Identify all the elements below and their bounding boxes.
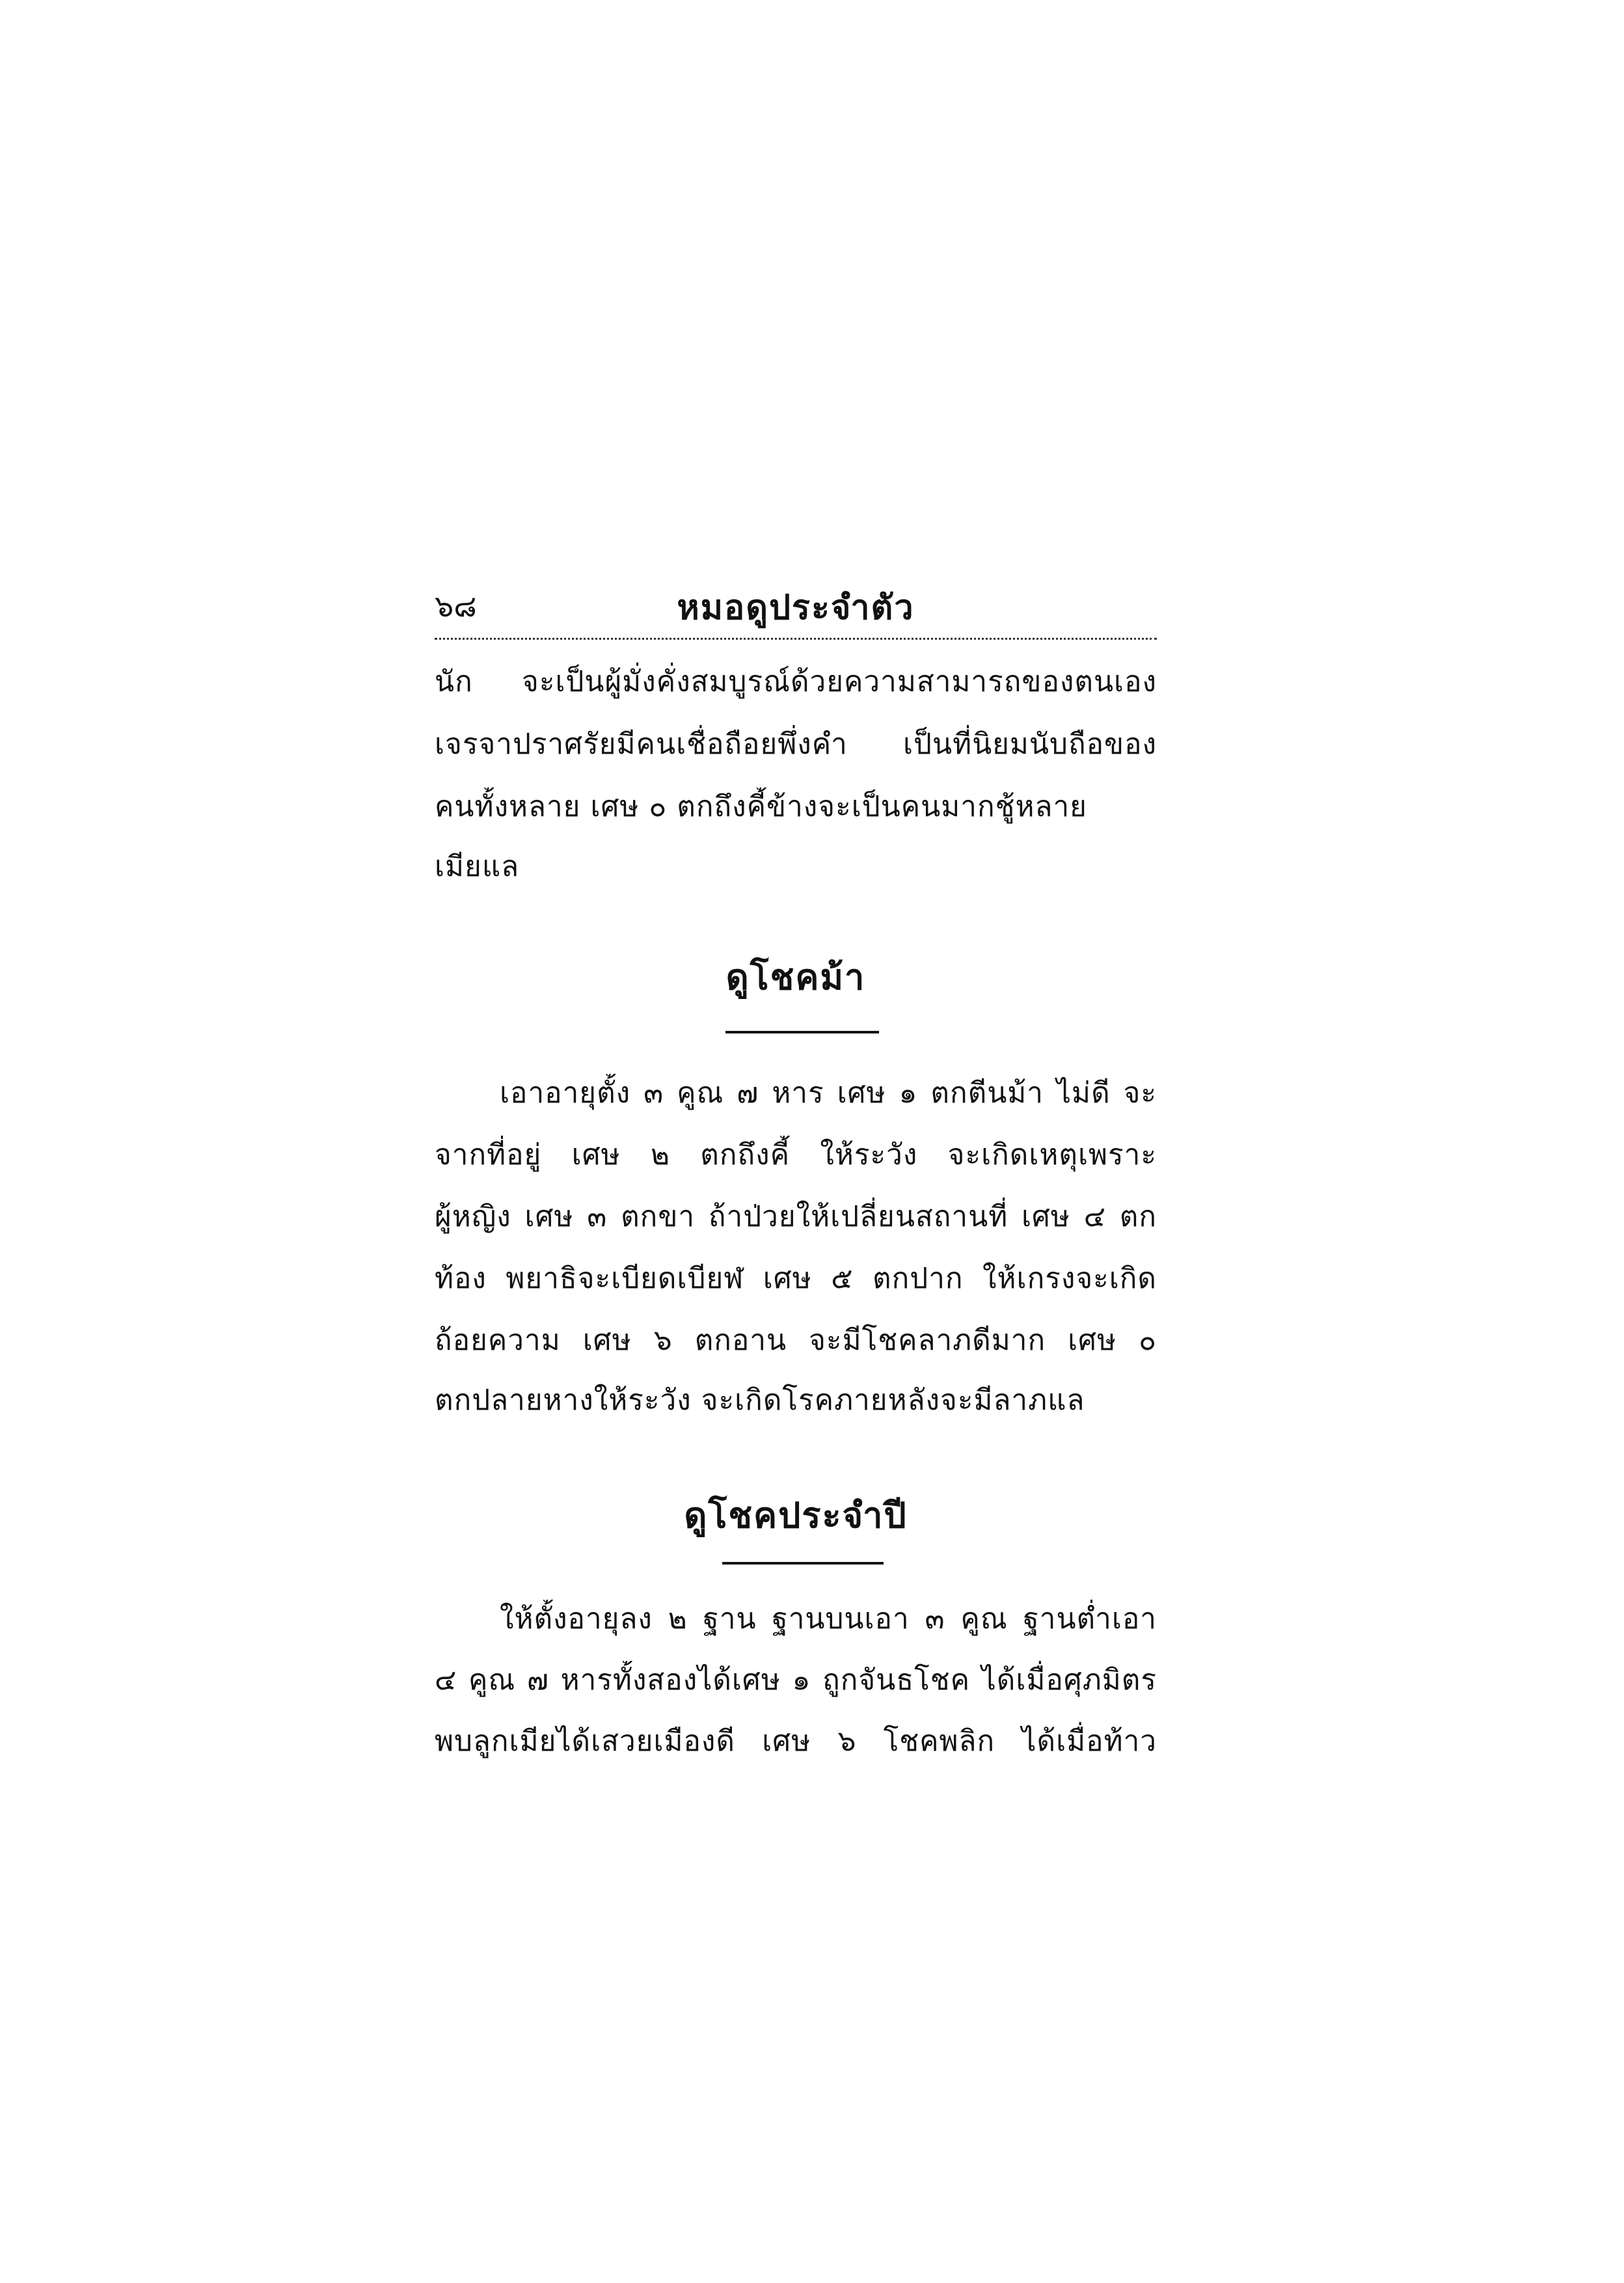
year-line: ให้ตั้งอายุลง ๒ ฐาน ฐานบนเอา ๓ คูณ ฐานต่ำเอา [500,1602,1157,1635]
intro-line: เมียแล [435,850,520,883]
year-line: ๔ คูณ ๗ หารทั้งสองได้เศษ ๑ ถูกจันธโชค ได้เมื่อศุภมิตร [435,1663,1157,1697]
intro-line: เจรจาปราศรัยมีคนเชื่อถือยพึ่งคำ เป็นที่นิยมนับถือของ [435,728,1157,761]
page-header [435,582,1157,635]
year-line: พบลูกเมียได้เสวยเมืองดี เศษ ๖ โชคพลิก ได้เมื่อท้าว [435,1725,1157,1758]
horse-line: เอาอายุตั้ง ๓ คูณ ๗ หาร เศษ ๑ ตกตีนม้า ไม่ดี จะ [500,1076,1157,1110]
page-number: ๖๘ [435,588,477,623]
section-underline [722,1562,884,1565]
section-title-year: ดูโชคประจำปี [684,1494,908,1536]
intro-line: คนทั้งหลาย เศษ ๐ ตกถึงคี้ข้างจะเป็นคนมากชู้หลาย [435,790,1087,823]
running-title: หมอดูประจำตัว [677,588,915,627]
header-dotted-rule [435,638,1157,640]
horse-line: ท้อง พยาธิจะเบียดเบียฬ เศษ ๕ ตกปาก ให้เกรงจะเกิด [435,1262,1157,1295]
horse-line: ตกปลายหางให้ระวัง จะเกิดโรคภายหลังจะมีลาภแล [435,1384,1085,1417]
horse-line: ผู้หญิง เศษ ๓ ตกขา ถ้าป่วยให้เปลี่ยนสถานที่ เศษ ๔ ตก [435,1200,1157,1233]
section-title-horse: ดูโชคม้า [725,956,866,998]
horse-line: จากที่อยู่ เศษ ๒ ตกถึงคี้ ให้ระวัง จะเกิดเหตุเพราะ [435,1138,1157,1171]
horse-line: ถ้อยความ เศษ ๖ ตกอาน จะมีโชคลาภดีมาก เศษ ๐ [435,1324,1157,1357]
intro-line: นัก จะเป็นผู้มั่งคั่งสมบูรณ์ด้วยความสามารถของตนเอง [435,665,1157,698]
section-underline [725,1031,879,1033]
